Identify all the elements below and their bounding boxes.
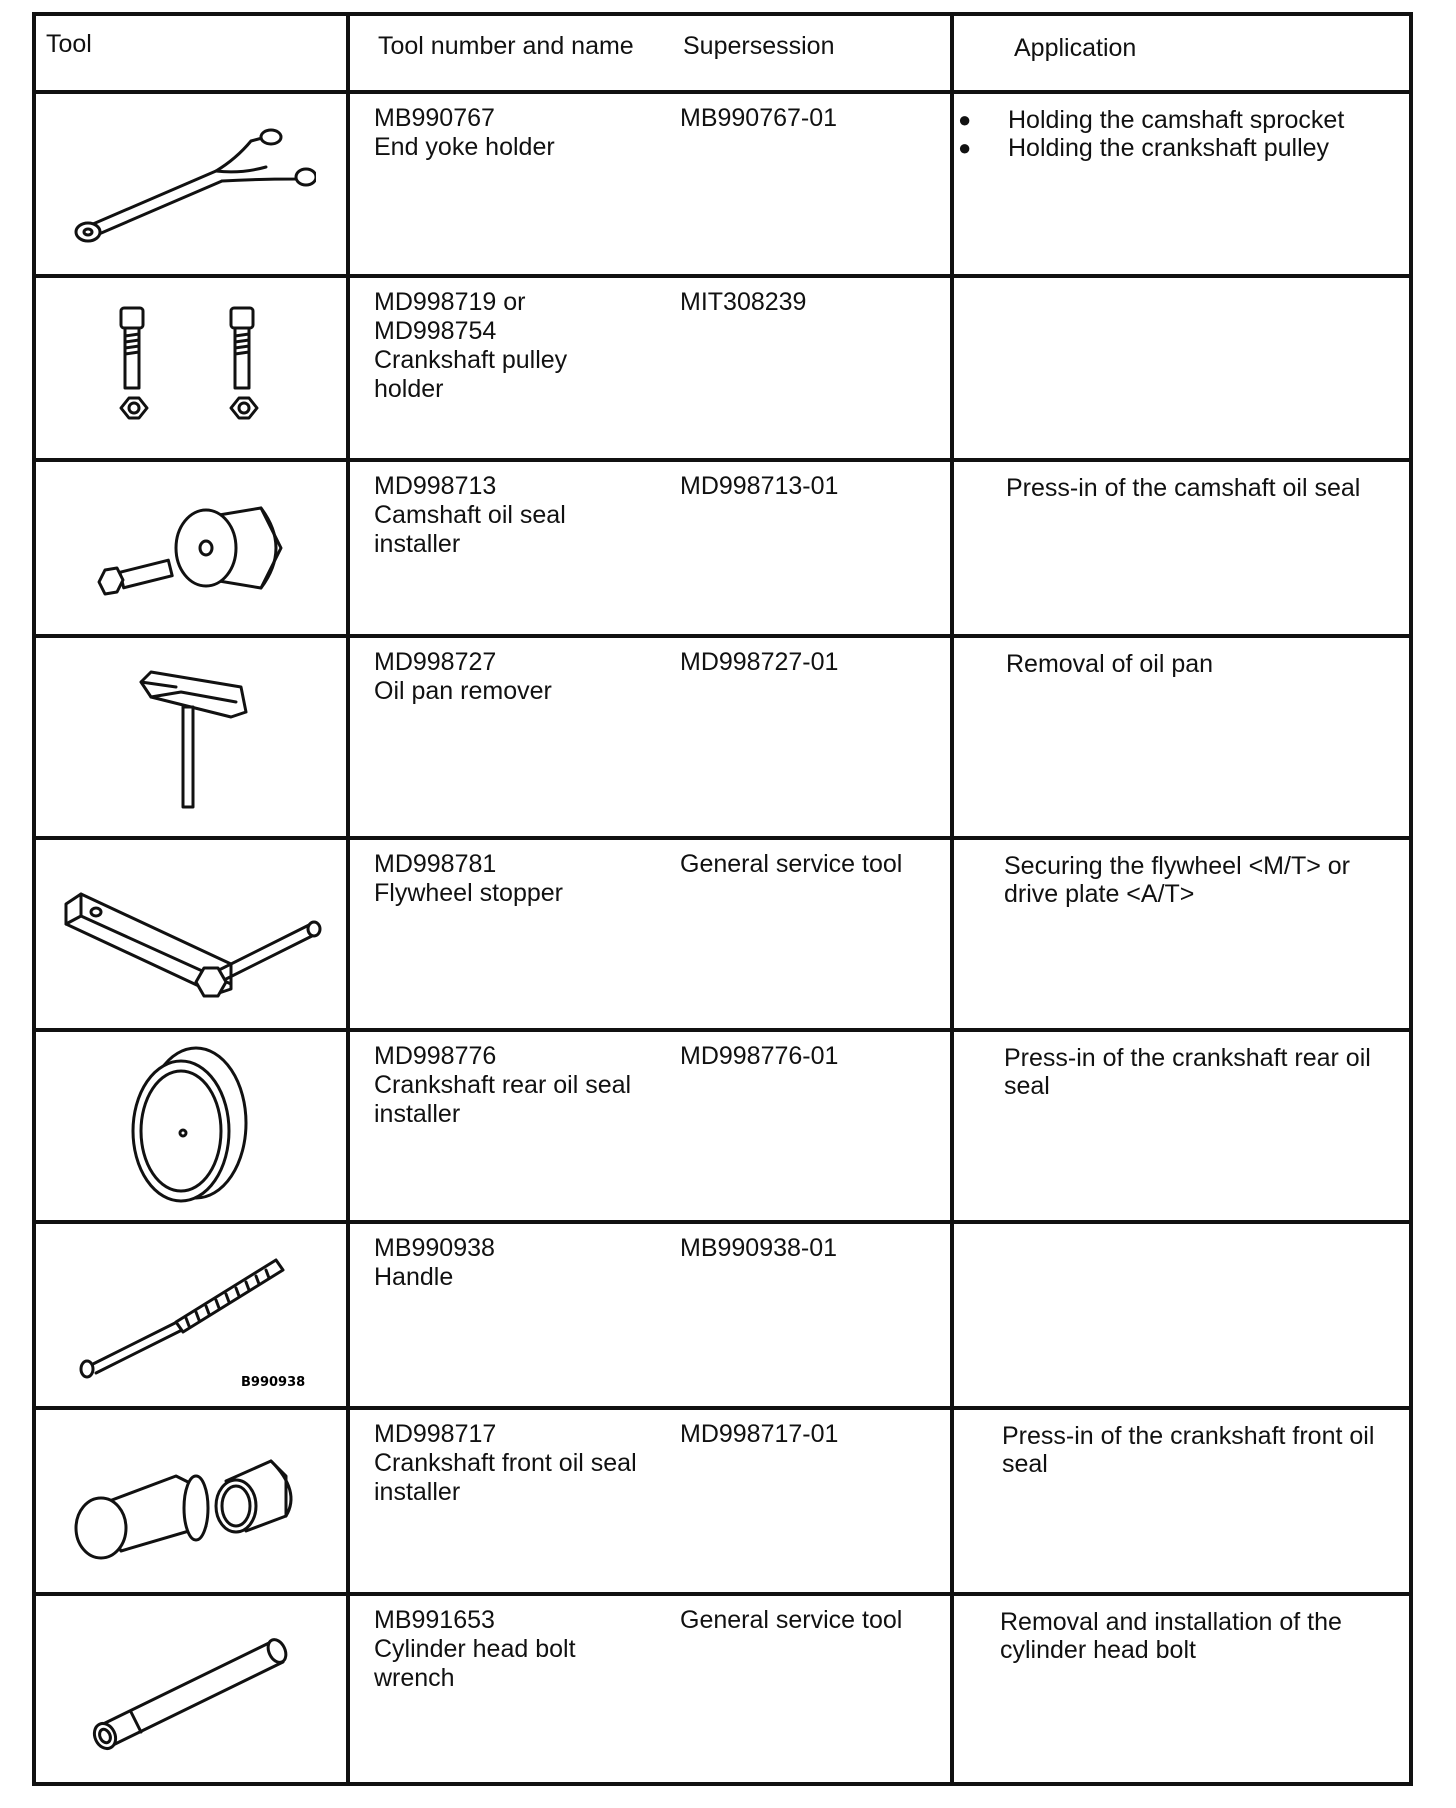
tool-application-cell bbox=[952, 1408, 1411, 1594]
flywheel-stopper-icon bbox=[56, 864, 326, 1004]
tool-name: Cylinder head bolt wrench bbox=[374, 1635, 576, 1692]
application-item: ● Holding the camshaft sprocket bbox=[954, 106, 1393, 134]
table-row bbox=[34, 1408, 1411, 1594]
application-item: ● Holding the crankshaft pulley bbox=[954, 134, 1393, 162]
tool-number: MD998719 or MD998754 bbox=[374, 288, 526, 345]
tool-application: Press-in of the crankshaft front oil seal bbox=[1002, 1422, 1375, 1478]
header-tool: Tool bbox=[34, 14, 348, 92]
camshaft-oil-seal-installer-icon bbox=[81, 488, 301, 608]
tool-image-cell bbox=[34, 838, 348, 1030]
crankshaft-rear-oil-seal-installer-icon bbox=[121, 1041, 261, 1211]
tool-application: Securing the flywheel <M/T> or drive plate <A/T> bbox=[1004, 852, 1350, 908]
special-tools-sheet bbox=[32, 12, 1409, 1786]
tool-application-cell bbox=[952, 838, 1411, 1030]
table-row bbox=[34, 1222, 1411, 1408]
tool-name: Camshaft oil seal installer bbox=[374, 501, 566, 558]
header-row bbox=[34, 14, 1411, 92]
tool-supersession: General service tool bbox=[680, 1606, 903, 1634]
tool-application: Press-in of the crankshaft rear oil seal bbox=[1004, 1044, 1371, 1100]
tool-supersession: MD998713-01 bbox=[680, 472, 839, 500]
cylinder-head-bolt-wrench-icon bbox=[71, 1614, 311, 1764]
tool-application: Press-in of the camshaft oil seal bbox=[1006, 474, 1361, 502]
tool-image-cell bbox=[34, 460, 348, 636]
tool-image-cell bbox=[34, 636, 348, 838]
tool-application: Removal of oil pan bbox=[1006, 650, 1214, 678]
tool-number-name-cell bbox=[348, 92, 952, 276]
tool-supersession: MB990938-01 bbox=[680, 1234, 838, 1262]
header-number-and-name: Tool number and name bbox=[378, 32, 634, 60]
tool-application-cell bbox=[952, 1222, 1411, 1408]
tool-number: MB991653 bbox=[374, 1606, 495, 1634]
tool-number: MB990938 bbox=[374, 1234, 495, 1262]
tool-application-cell bbox=[952, 92, 1411, 276]
tool-image-cell bbox=[34, 276, 348, 460]
end-yoke-holder-icon bbox=[66, 119, 316, 249]
tool-name: Handle bbox=[374, 1263, 454, 1291]
tool-name: Crankshaft front oil seal installer bbox=[374, 1449, 637, 1506]
tool-image-cell bbox=[34, 92, 348, 276]
header-supersession: Supersession bbox=[683, 32, 835, 60]
tool-number: MD998776 bbox=[374, 1042, 497, 1070]
tool-application-cell bbox=[952, 636, 1411, 838]
tool-application-cell bbox=[952, 1594, 1411, 1784]
table-row bbox=[34, 1030, 1411, 1222]
application-list bbox=[954, 106, 1393, 162]
tool-supersession: General service tool bbox=[680, 850, 903, 878]
tool-number-name-cell bbox=[348, 276, 952, 460]
tool-name: Crankshaft rear oil seal installer bbox=[374, 1071, 632, 1128]
tool-image-cell bbox=[34, 1030, 348, 1222]
oil-pan-remover-icon bbox=[121, 662, 261, 812]
handle-icon bbox=[71, 1240, 311, 1390]
tool-image-caption: B990938 bbox=[241, 1375, 306, 1390]
tool-supersession: MD998717-01 bbox=[680, 1420, 839, 1448]
tool-application-cell bbox=[952, 276, 1411, 460]
tool-name: Crankshaft pulley holder bbox=[374, 346, 568, 403]
tool-number-name-cell bbox=[348, 1030, 952, 1222]
table-row bbox=[34, 460, 1411, 636]
tool-number-name-cell bbox=[348, 838, 952, 1030]
tool-number-name-cell bbox=[348, 636, 952, 838]
tool-supersession: MD998727-01 bbox=[680, 648, 839, 676]
table-row bbox=[34, 838, 1411, 1030]
tool-number: MD998717 bbox=[374, 1420, 497, 1448]
tool-number: MD998781 bbox=[374, 850, 497, 878]
table-row bbox=[34, 636, 1411, 838]
tool-number-name-cell bbox=[348, 1594, 952, 1784]
tool-application-cell bbox=[952, 460, 1411, 636]
header-application: Application bbox=[952, 14, 1411, 92]
tool-application-cell bbox=[952, 1030, 1411, 1222]
header-number-supersession bbox=[348, 14, 952, 92]
tool-supersession: MD998776-01 bbox=[680, 1042, 839, 1070]
tool-number: MB990767 bbox=[374, 104, 495, 132]
tool-supersession: MIT308239 bbox=[680, 288, 807, 316]
table-row bbox=[34, 276, 1411, 460]
tool-number: MD998713 bbox=[374, 472, 497, 500]
table-row bbox=[34, 92, 1411, 276]
tool-supersession: MB990767-01 bbox=[680, 104, 838, 132]
table-row bbox=[34, 1594, 1411, 1784]
tool-image-cell bbox=[34, 1222, 348, 1408]
tool-name: End yoke holder bbox=[374, 133, 555, 161]
tool-application: Removal and installation of the cylinder head bolt bbox=[1000, 1608, 1342, 1664]
tool-number-name-cell bbox=[348, 460, 952, 636]
tool-name: Flywheel stopper bbox=[374, 879, 563, 907]
tool-number: MD998727 bbox=[374, 648, 497, 676]
tool-image-cell bbox=[34, 1594, 348, 1784]
tool-image-cell bbox=[34, 1408, 348, 1594]
tool-number-name-cell bbox=[348, 1222, 952, 1408]
tool-name: Oil pan remover bbox=[374, 677, 552, 705]
special-tools-table bbox=[32, 12, 1413, 1786]
crankshaft-pulley-holder-icon bbox=[91, 298, 291, 438]
tool-number-name-cell bbox=[348, 1408, 952, 1594]
crankshaft-front-oil-seal-installer-icon bbox=[66, 1436, 316, 1566]
